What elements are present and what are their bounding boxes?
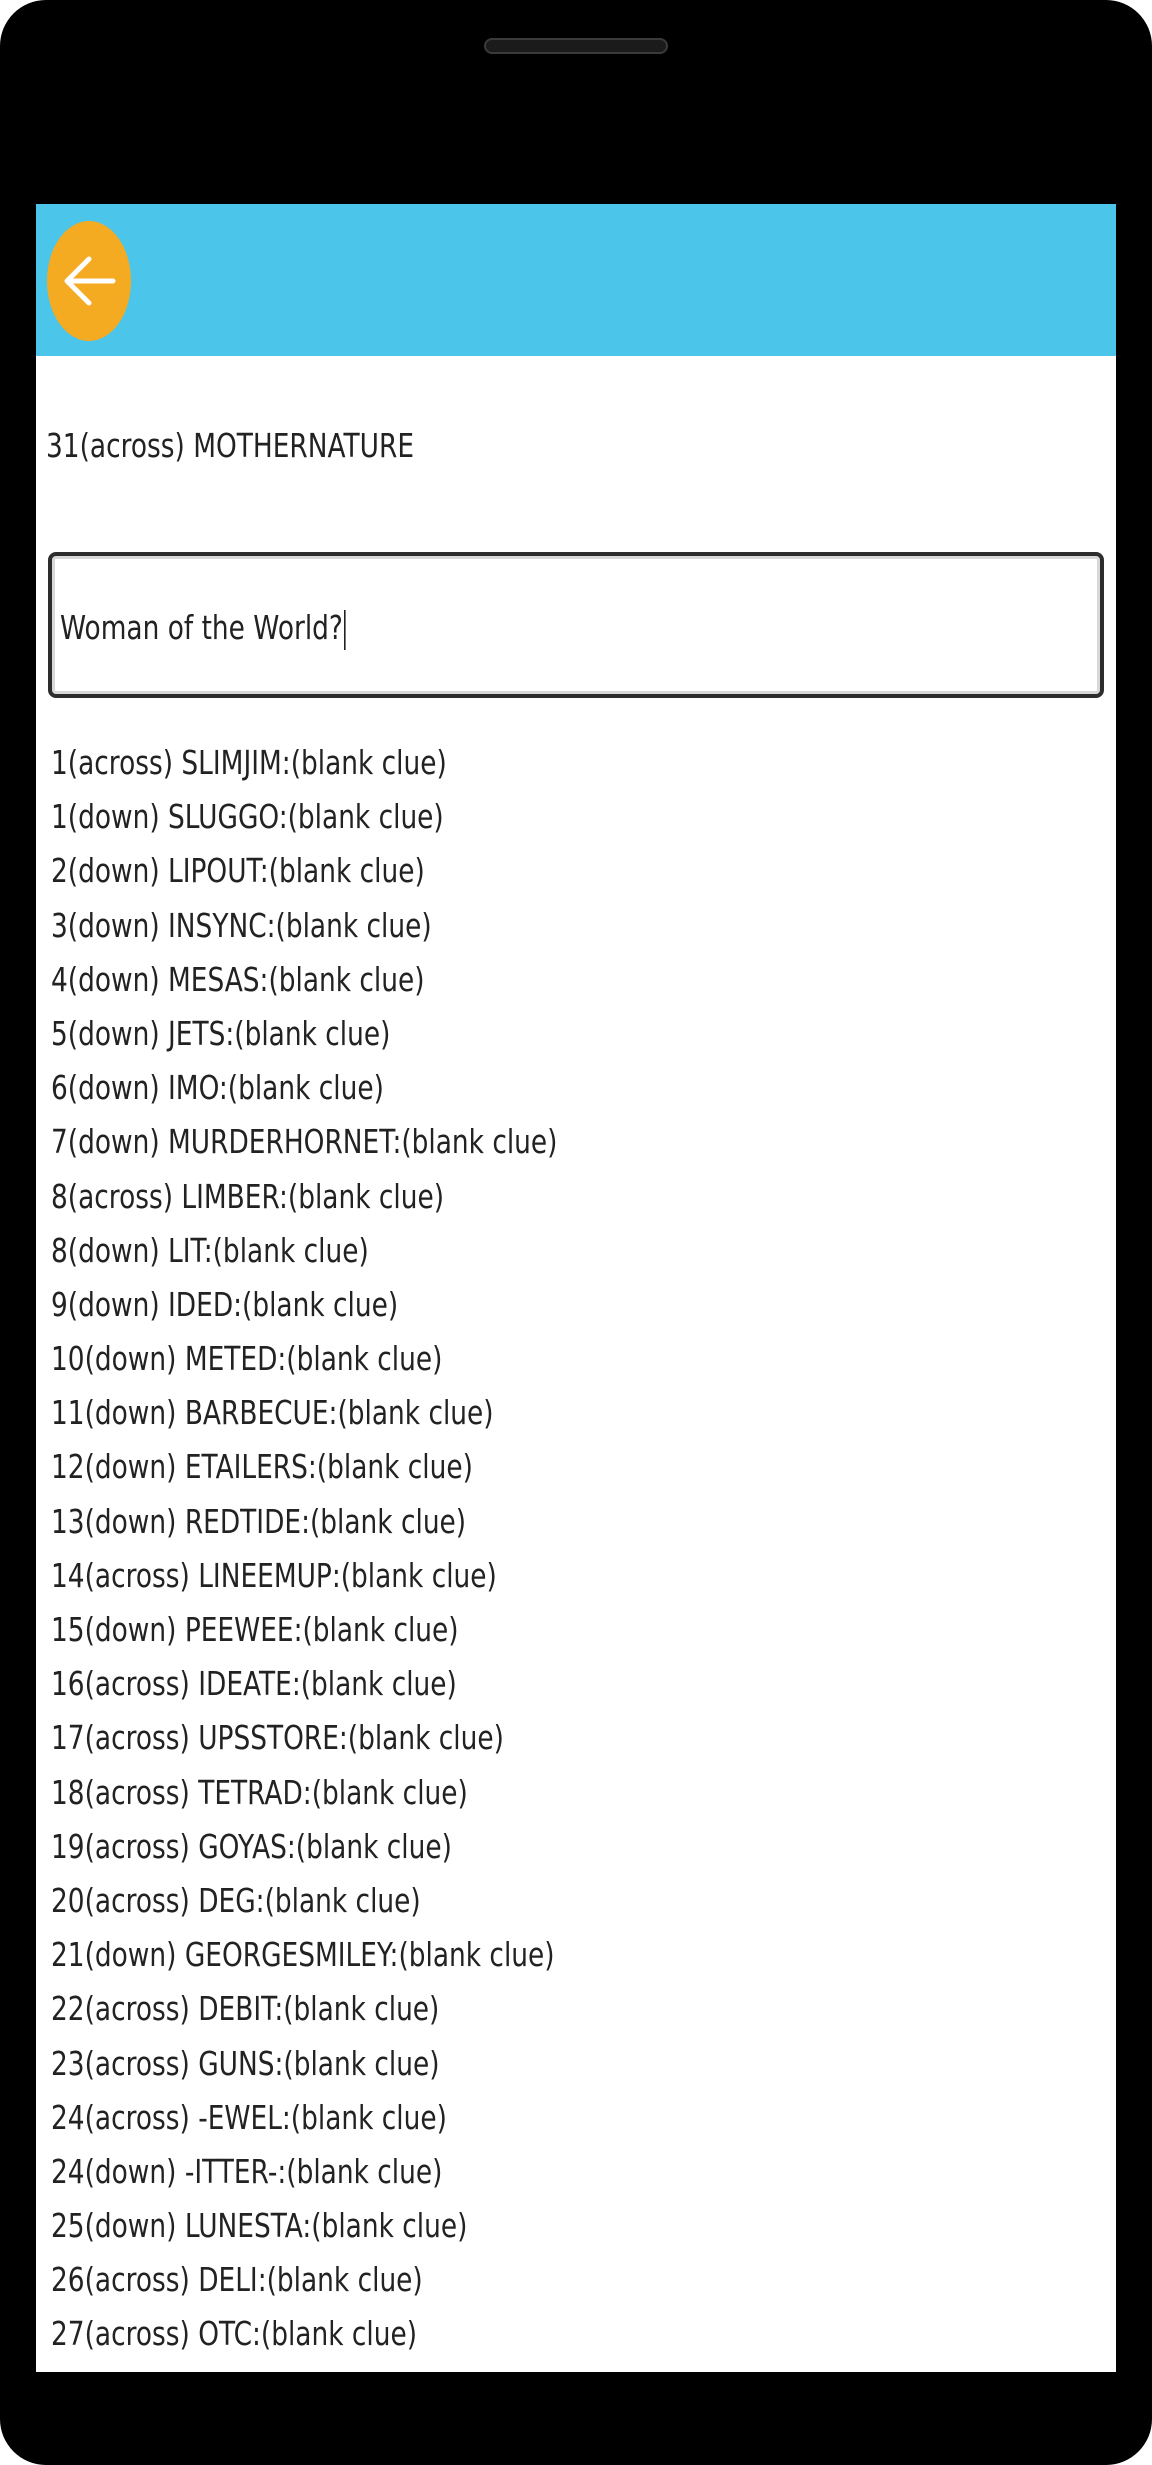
clue-list-item[interactable]: 22(across) DEBIT:(blank clue) xyxy=(51,1989,440,2029)
clue-list-item[interactable]: 15(down) PEEWEE:(blank clue) xyxy=(51,1610,459,1649)
arrow-left-icon xyxy=(57,249,121,313)
clue-list-item[interactable]: 8(across) LIMBER:(blank clue) xyxy=(51,1176,445,1216)
app-bar xyxy=(36,204,1116,356)
clue-list xyxy=(51,736,684,2362)
clue-list-item[interactable]: 8(down) LIT:(blank clue) xyxy=(51,1230,369,1270)
clue-list-item[interactable]: 9(down) IDED:(blank clue) xyxy=(51,1284,399,1324)
clue-list-item[interactable]: 2(down) LIPOUT:(blank clue) xyxy=(51,851,425,891)
clue-list-item[interactable]: 1(down) SLUGGO:(blank clue) xyxy=(51,797,444,837)
clue-input[interactable] xyxy=(48,552,1104,698)
app-screen xyxy=(36,204,1116,2372)
clue-list-item[interactable]: 11(down) BARBECUE:(blank clue) xyxy=(51,1393,494,1433)
clue-list-item[interactable]: 24(across) -EWEL:(blank clue) xyxy=(51,2097,447,2137)
clue-list-item[interactable]: 1(across) SLIMJIM:(blank clue) xyxy=(51,743,447,782)
clue-list-item[interactable]: 16(across) IDEATE:(blank clue) xyxy=(51,1664,457,1704)
clue-list-item[interactable]: 17(across) UPSSTORE:(blank clue) xyxy=(51,1718,504,1758)
clue-list-item[interactable]: 7(down) MURDERHORNET:(blank clue) xyxy=(51,1122,558,1162)
clue-list-item[interactable]: 19(across) GOYAS:(blank clue) xyxy=(51,1826,452,1866)
current-clue-label: 31(across) MOTHERNATURE xyxy=(46,426,415,465)
clue-list-item[interactable]: 27(across) OTC:(blank clue) xyxy=(51,2314,418,2354)
clue-list-item[interactable]: 26(across) DELI:(blank clue) xyxy=(51,2260,423,2300)
clue-list-item[interactable]: 20(across) DEG:(blank clue) xyxy=(51,1880,421,1920)
phone-speaker xyxy=(484,38,668,54)
clue-list-item[interactable]: 13(down) REDTIDE:(blank clue) xyxy=(51,1501,467,1541)
clue-list-item[interactable]: 23(across) GUNS:(blank clue) xyxy=(51,2043,440,2083)
clue-list-item[interactable]: 21(down) GEORGESMILEY:(blank clue) xyxy=(51,1935,555,1975)
clue-list-item[interactable]: 18(across) TETRAD:(blank clue) xyxy=(51,1772,468,1812)
clue-list-item[interactable]: 4(down) MESAS:(blank clue) xyxy=(51,959,425,999)
clue-input-value-wrapper xyxy=(60,608,345,650)
clue-input-value: Woman of the World? xyxy=(60,608,343,647)
clue-list-item[interactable]: 24(down) -ITTER-:(blank clue) xyxy=(51,2151,443,2191)
clue-list-item[interactable]: 14(across) LINEEMUP:(blank clue) xyxy=(51,1555,497,1595)
back-button[interactable] xyxy=(47,221,131,341)
text-caret xyxy=(344,610,346,650)
clue-list-item[interactable]: 12(down) ETAILERS:(blank clue) xyxy=(51,1447,473,1487)
clue-list-item[interactable]: 3(down) INSYNC:(blank clue) xyxy=(51,905,432,945)
clue-list-item[interactable]: 6(down) IMO:(blank clue) xyxy=(51,1068,384,1108)
clue-list-item[interactable]: 25(down) LUNESTA:(blank clue) xyxy=(51,2206,468,2246)
clue-list-item[interactable]: 10(down) METED:(blank clue) xyxy=(51,1339,443,1379)
clue-list-item[interactable]: 5(down) JETS:(blank clue) xyxy=(51,1013,391,1053)
